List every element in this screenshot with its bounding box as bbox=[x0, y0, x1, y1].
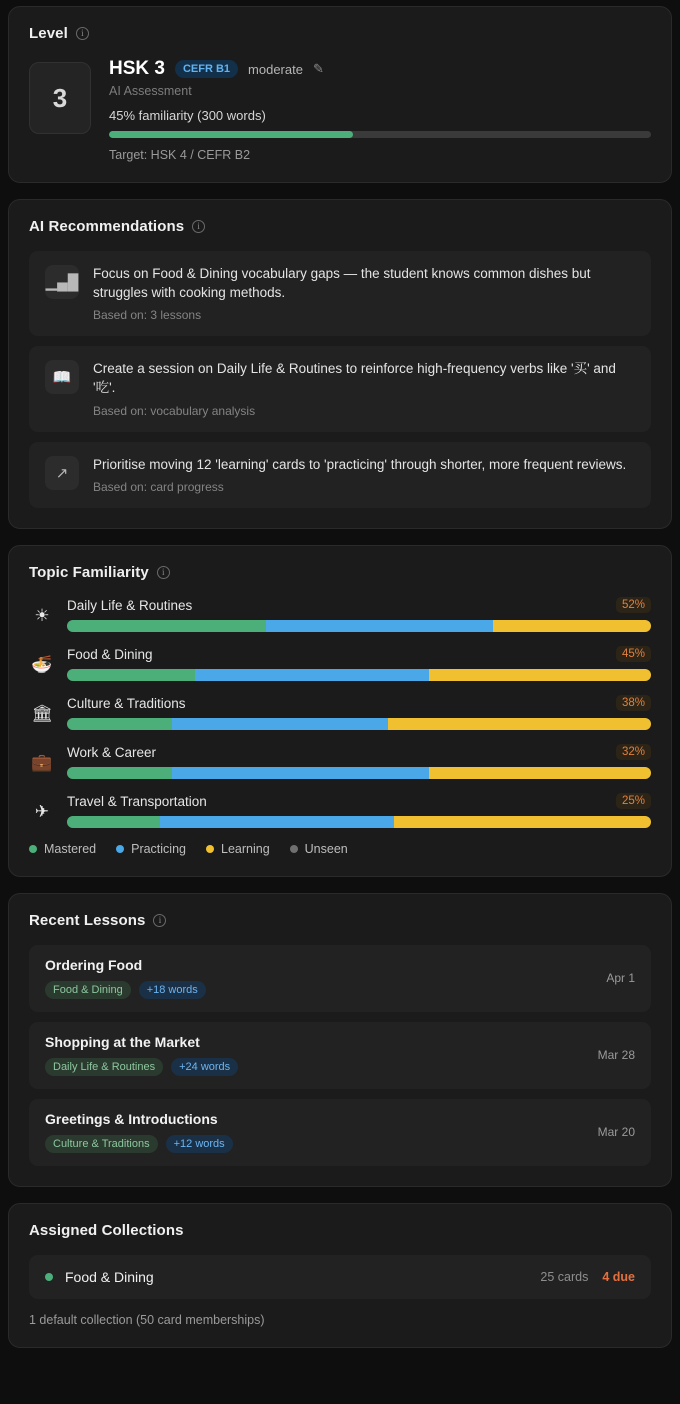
topic-head bbox=[67, 744, 651, 760]
trending-up-icon: ↗ bbox=[45, 456, 79, 490]
topic-row[interactable] bbox=[29, 744, 651, 779]
classical-building-icon: 🏛 bbox=[31, 704, 53, 724]
noodle-bowl-icon: 🍜 bbox=[31, 655, 53, 675]
familiarity-progress-fill bbox=[109, 131, 353, 138]
recent-lessons-card bbox=[8, 893, 672, 1187]
target-label: Target: HSK 4 / CEFR B2 bbox=[109, 148, 251, 162]
sun-icon: ☀ bbox=[34, 606, 50, 626]
topic-familiarity-card bbox=[8, 545, 672, 877]
recommendation-body bbox=[93, 360, 635, 417]
collections-footer: 1 default collection (50 card memberships) bbox=[29, 1313, 265, 1328]
level-details bbox=[109, 58, 651, 162]
recommendations-card bbox=[8, 199, 672, 529]
lesson-topic-tag: Culture & Traditions bbox=[45, 1135, 158, 1153]
bar-chart-icon: ▁▄█ bbox=[45, 265, 79, 299]
briefcase-icon: 💼 bbox=[31, 753, 53, 773]
segment-mastered bbox=[67, 620, 266, 632]
lesson-date: Mar 28 bbox=[597, 1048, 635, 1063]
collection-card-count: 25 cards bbox=[540, 1270, 589, 1285]
segment-learning bbox=[429, 669, 651, 681]
legend-item bbox=[290, 842, 348, 856]
level-row bbox=[29, 58, 651, 162]
recommendation-basis: Based on: 3 lessons bbox=[93, 308, 202, 323]
legend-item bbox=[116, 842, 186, 856]
legend-dot-icon bbox=[290, 845, 298, 853]
topic-percent-badge: 32% bbox=[616, 744, 651, 760]
topic-percent-badge: 45% bbox=[616, 646, 651, 662]
lesson-words-tag: +24 words bbox=[171, 1058, 238, 1076]
segment-learning bbox=[493, 620, 651, 632]
level-name: HSK 3 bbox=[109, 58, 165, 79]
assigned-collections-title: Assigned Collections bbox=[29, 1222, 184, 1240]
segment-practicing bbox=[172, 718, 388, 730]
topic-head bbox=[67, 695, 651, 711]
topic-name: Travel & Transportation bbox=[67, 793, 207, 809]
assigned-collections-card bbox=[8, 1203, 672, 1348]
lesson-tags bbox=[45, 1135, 233, 1153]
topic-percent-badge: 25% bbox=[616, 793, 651, 809]
lesson-item[interactable] bbox=[29, 1022, 651, 1089]
legend-dot-icon bbox=[206, 845, 214, 853]
page-title: Level bbox=[29, 25, 68, 42]
segment-mastered bbox=[67, 669, 195, 681]
collection-list bbox=[29, 1255, 651, 1299]
topic-percent-badge: 38% bbox=[616, 695, 651, 711]
lesson-tags bbox=[45, 981, 206, 999]
lesson-info bbox=[45, 1111, 233, 1153]
lesson-tags bbox=[45, 1058, 238, 1076]
topic-row[interactable] bbox=[29, 793, 651, 828]
legend-item bbox=[206, 842, 270, 856]
level-card bbox=[8, 6, 672, 183]
lesson-title: Greetings & Introductions bbox=[45, 1111, 218, 1128]
topic-head bbox=[67, 646, 651, 662]
recommendation-item[interactable] bbox=[29, 251, 651, 336]
segment-learning bbox=[394, 816, 651, 828]
segment-learning bbox=[388, 718, 651, 730]
recommendation-body bbox=[93, 265, 635, 322]
recommendation-text: Prioritise moving 12 'learning' cards to 'practicing' through shorter, more frequent reviews. bbox=[93, 456, 627, 472]
lesson-date: Apr 1 bbox=[606, 971, 635, 986]
topic-row[interactable] bbox=[29, 597, 651, 632]
topic-main bbox=[67, 793, 651, 828]
recommendations-list bbox=[29, 251, 651, 508]
segment-practicing bbox=[195, 669, 429, 681]
lesson-title: Shopping at the Market bbox=[45, 1034, 200, 1051]
level-title-row bbox=[109, 58, 651, 80]
topic-name: Food & Dining bbox=[67, 646, 153, 662]
segment-mastered bbox=[67, 767, 172, 779]
collection-due-count: 4 due bbox=[602, 1270, 635, 1285]
topic-row[interactable] bbox=[29, 695, 651, 730]
segment-mastered bbox=[67, 718, 172, 730]
lesson-topic-tag: Food & Dining bbox=[45, 981, 131, 999]
collection-left bbox=[45, 1269, 154, 1285]
segment-mastered bbox=[67, 816, 160, 828]
recommendation-text: Create a session on Daily Life & Routines to reinforce high-frequency verbs like '买' and '吃'. bbox=[93, 361, 616, 395]
topic-main bbox=[67, 646, 651, 681]
assessment-source: AI Assessment bbox=[109, 84, 192, 98]
topic-progress-bar bbox=[67, 669, 651, 681]
book-icon: 📖 bbox=[45, 360, 79, 394]
recommendation-body bbox=[93, 456, 635, 495]
topic-progress-bar bbox=[67, 718, 651, 730]
topic-name: Work & Career bbox=[67, 744, 157, 760]
recommendation-basis: Based on: vocabulary analysis bbox=[93, 403, 256, 418]
legend-dot-icon bbox=[29, 845, 37, 853]
legend-label: Mastered bbox=[44, 842, 97, 857]
topic-head bbox=[67, 793, 651, 809]
recommendations-title: AI Recommendations bbox=[29, 218, 185, 235]
recommendation-item[interactable] bbox=[29, 346, 651, 431]
recent-lessons-header bbox=[29, 912, 651, 929]
topic-progress-bar bbox=[67, 620, 651, 632]
segment-practicing bbox=[172, 767, 429, 779]
lesson-words-tag: +12 words bbox=[166, 1135, 233, 1153]
assigned-collections-header bbox=[29, 1222, 651, 1239]
topic-name: Daily Life & Routines bbox=[67, 597, 193, 613]
level-badge: 3 bbox=[29, 62, 91, 134]
info-icon[interactable]: i bbox=[157, 566, 170, 579]
legend-dot-icon bbox=[116, 845, 124, 853]
topic-percent-badge: 52% bbox=[616, 597, 651, 613]
legend-label: Unseen bbox=[304, 842, 348, 857]
lesson-item[interactable] bbox=[29, 945, 651, 1012]
topic-main bbox=[67, 597, 651, 632]
topic-name: Culture & Traditions bbox=[67, 695, 186, 711]
topic-progress-bar bbox=[67, 816, 651, 828]
info-icon[interactable]: i bbox=[76, 27, 89, 40]
topic-legend bbox=[29, 842, 651, 856]
topic-row[interactable] bbox=[29, 646, 651, 681]
collection-right bbox=[540, 1270, 635, 1284]
segment-practicing bbox=[266, 620, 494, 632]
cefr-badge: CEFR B1 bbox=[175, 60, 238, 78]
lesson-title: Ordering Food bbox=[45, 957, 143, 974]
airplane-icon: ✈ bbox=[34, 802, 50, 822]
legend-label: Learning bbox=[221, 842, 270, 857]
segment-learning bbox=[429, 767, 651, 779]
lesson-words-tag: +18 words bbox=[139, 981, 206, 999]
pace-label: moderate bbox=[248, 61, 303, 77]
collection-item[interactable] bbox=[29, 1255, 651, 1299]
lesson-list bbox=[29, 945, 651, 1166]
topic-familiarity-title: Topic Familiarity bbox=[29, 564, 149, 582]
collection-name: Food & Dining bbox=[65, 1269, 154, 1286]
familiarity-progress-bar bbox=[109, 131, 651, 138]
lesson-topic-tag: Daily Life & Routines bbox=[45, 1058, 163, 1076]
lesson-item[interactable] bbox=[29, 1099, 651, 1166]
familiarity-label: 45% familiarity (300 words) bbox=[109, 108, 266, 123]
topic-main bbox=[67, 744, 651, 779]
info-icon[interactable]: i bbox=[192, 220, 205, 233]
segment-practicing bbox=[160, 816, 394, 828]
level-card-header bbox=[29, 25, 651, 42]
status-dot-icon bbox=[45, 1273, 53, 1281]
legend-label: Practicing bbox=[131, 842, 186, 857]
info-icon[interactable]: i bbox=[153, 914, 166, 927]
recommendation-text: Focus on Food & Dining vocabulary gaps — the student knows common dishes but struggles with cooking methods. bbox=[93, 266, 591, 300]
lesson-date: Mar 20 bbox=[597, 1125, 635, 1140]
lesson-info bbox=[45, 957, 206, 999]
topic-head bbox=[67, 597, 651, 613]
lesson-info bbox=[45, 1034, 238, 1076]
recommendation-item[interactable] bbox=[29, 442, 651, 509]
legend-item bbox=[29, 842, 96, 856]
recent-lessons-title: Recent Lessons bbox=[29, 912, 146, 930]
recommendations-header bbox=[29, 218, 651, 235]
recommendation-basis: Based on: card progress bbox=[93, 480, 224, 495]
topic-progress-bar bbox=[67, 767, 651, 779]
topic-main bbox=[67, 695, 651, 730]
topic-list bbox=[29, 597, 651, 828]
topic-familiarity-header bbox=[29, 564, 651, 581]
pencil-icon[interactable]: ✎ bbox=[312, 61, 324, 76]
